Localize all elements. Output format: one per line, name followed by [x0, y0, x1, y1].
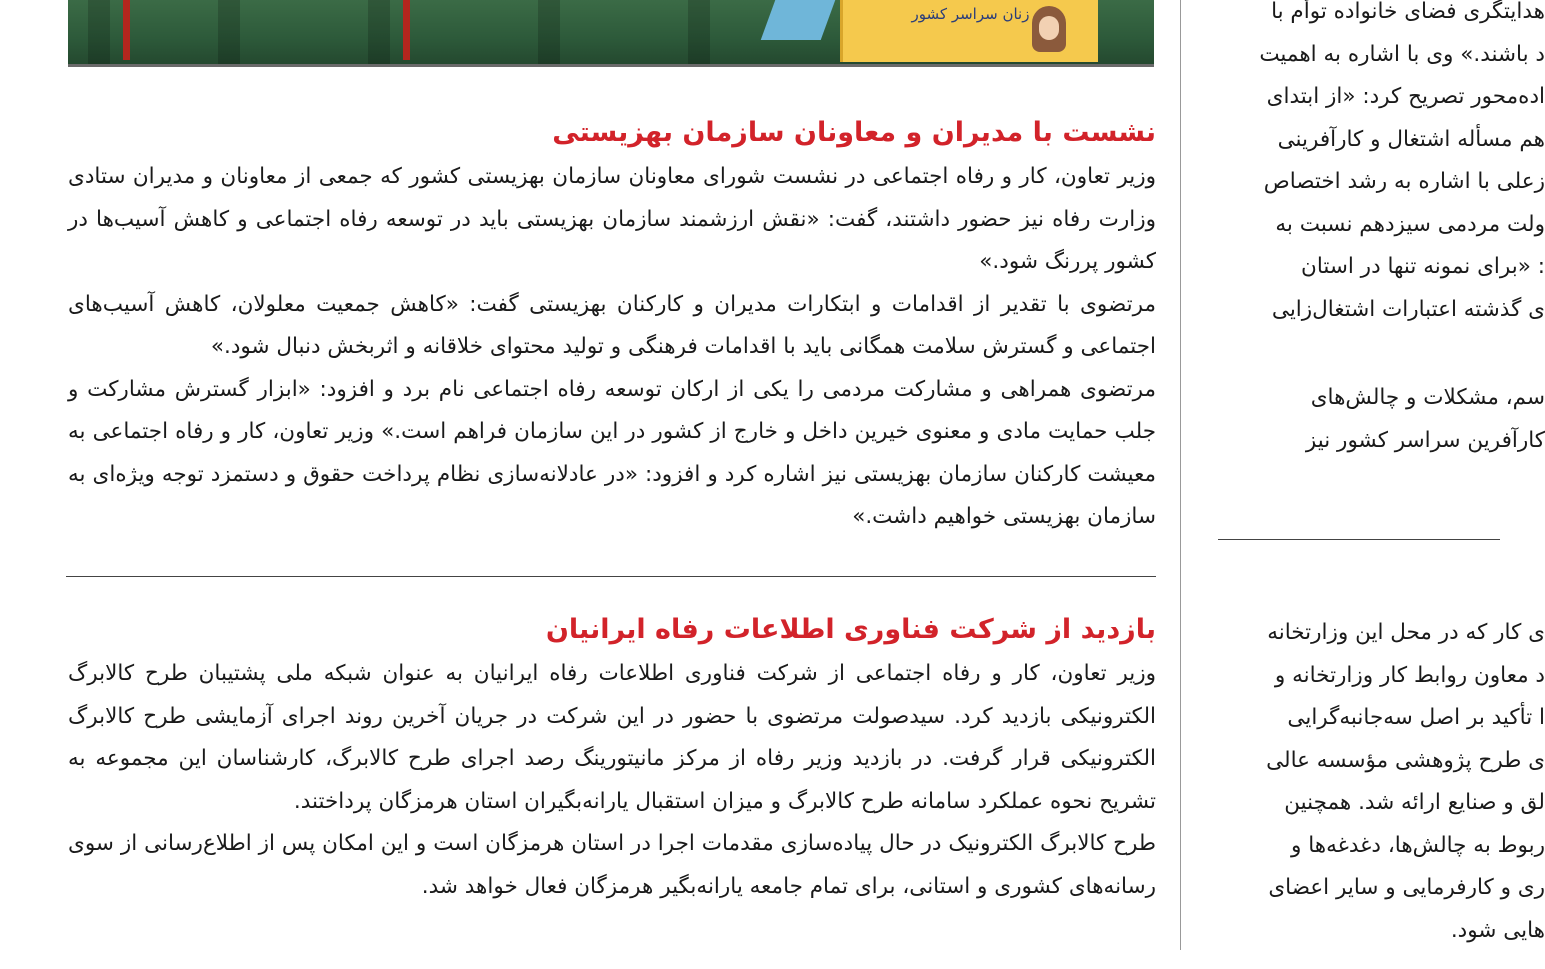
sidebar-line: سم، مشکلات و چالش‌های [1310, 385, 1545, 410]
sidebar-line: هایی شود. [1450, 917, 1545, 943]
sidebar-line: ا تأکید بر اصل سه‌جانبه‌گرایی [1287, 705, 1545, 730]
sidebar-line: ری و کارفرمایی و سایر اعضای [1268, 875, 1545, 900]
sidebar-line: د باشند.» وی با اشاره به اهمیت [1259, 41, 1545, 67]
banner-portrait [1032, 6, 1066, 52]
sidebar-line: ی گذشته اعتبارات اشتغال‌زایی [1271, 296, 1545, 322]
sidebar-line: هدایتگری فضای خانواده توأم با [1271, 0, 1545, 24]
sidebar-line: لق و صنایع ارائه شد. همچنین [1284, 790, 1545, 815]
article-behzisti-paragraph-2: مرتضوی با تقدیر از اقدامات و ابتکارات مدیران و کارکنان بهزیستی گفت: «کاهش جمعیت معلولان، کاهش آسیب‌های اجتماعی و گسترش سلامت همگانی باید با اقدامات فرهنگی و تولید محتوای خلاقانه و اثربخش دنبال شود.» [68, 291, 1156, 359]
sidebar-line: د معاون روابط کار وزارتخانه و [1274, 662, 1545, 688]
banner-sign [840, 0, 1098, 62]
sidebar-upper-text [1215, 0, 1545, 331]
sidebar-line: ی طرح پژوهشی مؤسسه عالی [1266, 747, 1545, 773]
article-behzisti [68, 113, 1156, 539]
sidebar-line: کارآفرین سراسر کشور نیز [1305, 427, 1545, 453]
article-divider [66, 576, 1156, 577]
banner-sign-text: زنان سراسر کشور [911, 5, 1030, 23]
sidebar-lower-text [1215, 612, 1545, 952]
sidebar-line: ربوط به چالش‌ها، دغدغه‌ها و [1291, 832, 1545, 858]
article-refah-visit [68, 610, 1156, 908]
article-behzisti-paragraph-3: مرتضوی همراهی و مشارکت مردمی را یکی از ارکان توسعه رفاه اجتماعی نام برد و افزود: «ابزار گسترش مشارکت و جلب حمایت مادی و معنوی خیرین داخل و خارج از کشور در این سازمان فراهم است.» وزیر تعاون، کار و رفاه اجتماعی به معیشت کارکنان سازمان بهزیستی نیز اشاره کرد و افزود: «در عادلانه‌سازی نظام پرداخت حقوق و دستمزد توجه ویژه‌ای به سازمان بهزیستی خواهیم داشت.» [68, 376, 1156, 529]
article-refah-visit-paragraph-1: وزیر تعاون، کار و رفاه اجتماعی از شرکت فناوری اطلاعات رفاه ایرانیان به عنوان شبکه ملی پشتیبان طرح کالابرگ الکترونیکی بازدید کرد. سیدصولت مرتضوی با حضور در این شرکت در جریان آخرین روند اجرای آزمایشی طرح کالابرگ الکترونیکی قرار گرفت. در بازدید وزیر رفاه از مرکز مانیتورینگ رصد اجرای طرح کالابرگ، کارشناسان این مجموعه به تشریح نحوه عملکرد سامانه طرح کالابرگ و میزان استقبال یارانه‌بگیران استان هرمزگان پرداختند. [68, 661, 1156, 814]
column-separator [1180, 0, 1181, 950]
article-behzisti-paragraph-1: وزیر تعاون، کار و رفاه اجتماعی در نشست شورای معاونان سازمان بهزیستی کشور که جمعی از معاونان و مدیران ستادی وزارت رفاه نیز حضور داشتند، گفت: «نقش ارزشمند سازمان بهزیستی باید در توسعه رفاه اجتماعی و کاهش آسیب‌ها در کشور پررنگ شود.» [68, 164, 1156, 274]
sidebar-middle-text [1215, 377, 1545, 462]
sidebar-line: اده‌محور تصریح کرد: «از ابتدای [1266, 84, 1545, 109]
article-refah-visit-headline: بازدید از شرکت فناوری اطلاعات رفاه ایرانیان [545, 614, 1156, 645]
article-behzisti-headline: نشست با مدیران و معاونان سازمان بهزیستی [552, 117, 1156, 148]
article-refah-visit-paragraph-2: طرح کالابرگ الکترونیک در حال پیاده‌سازی مقدمات اجرا در استان هرمزگان است و این امکان پس از اطلاع‌رسانی از سوی رسانه‌های کشوری و استانی، برای تمام جامعه یارانه‌بگیر هرمزگان فعال خواهد شد. [68, 831, 1156, 899]
event-photo [68, 0, 1154, 67]
sidebar-line: زعلی با اشاره به رشد اختصاص [1263, 169, 1545, 194]
sidebar-line: ولت مردمی سیزدهم نسبت به [1275, 211, 1545, 237]
sidebar-divider [1218, 539, 1500, 540]
sidebar-line: هم مسأله اشتغال و کارآفرینی [1277, 126, 1545, 152]
sidebar-line: : «برای نمونه تنها در استان [1301, 254, 1545, 279]
sidebar-line: ی کار که در محل این وزارتخانه [1267, 620, 1545, 645]
